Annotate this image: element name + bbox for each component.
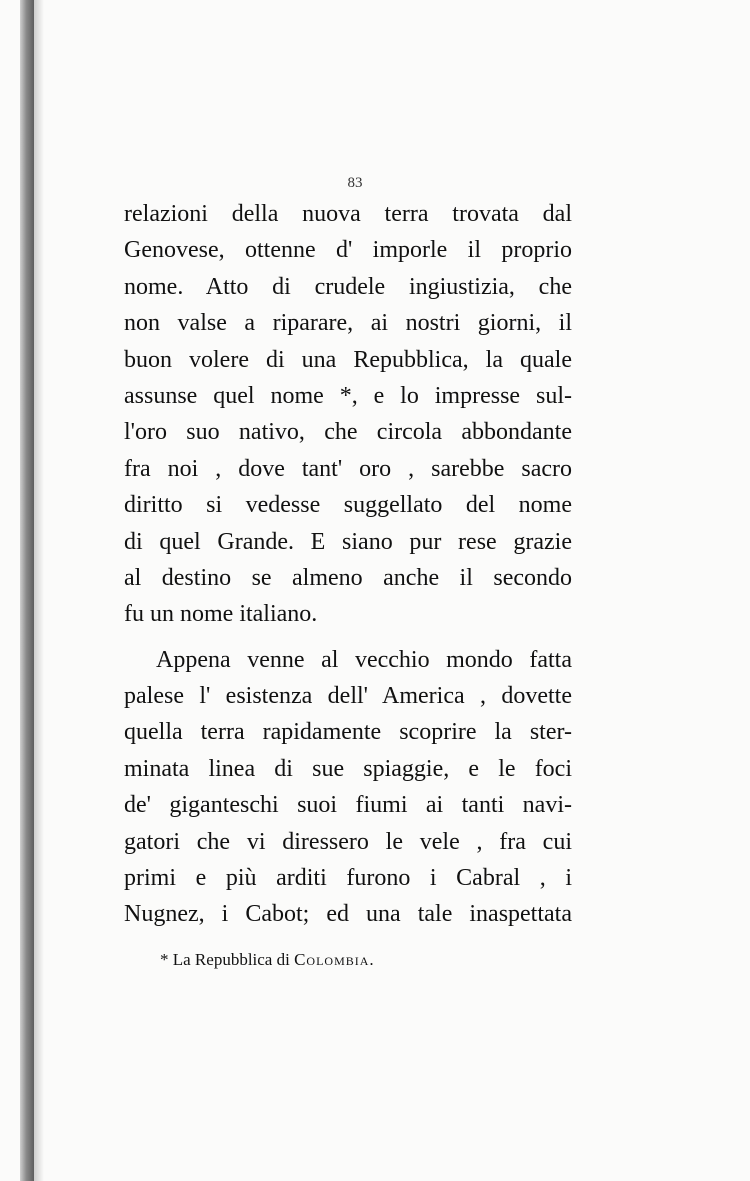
text-line: di quel Grande. E siano pur rese grazie bbox=[124, 528, 572, 555]
body-text bbox=[124, 196, 572, 933]
footnote-name: Colombia. bbox=[294, 950, 375, 969]
text-line: al destino se almeno anche il secondo bbox=[124, 564, 572, 591]
text-line: nome. Atto di crudele ingiustizia, che bbox=[124, 273, 572, 300]
text-line: assunse quel nome *, e lo impresse sul- bbox=[124, 382, 572, 409]
text-line: Nugnez, i Cabot; ed una tale inaspettata bbox=[124, 901, 572, 928]
page-binding-edge bbox=[20, 0, 34, 1181]
text-line: de' giganteschi suoi fiumi ai tanti navi- bbox=[124, 792, 572, 819]
binding-shadow bbox=[34, 0, 44, 1181]
text-line: palese l' esistenza dell' America , dovette bbox=[124, 683, 572, 710]
text-line: l'oro suo nativo, che circola abbondante bbox=[124, 419, 572, 446]
footnote-text: La Repubblica di bbox=[168, 950, 295, 969]
text-line: relazioni della nuova terra trovata dal bbox=[124, 201, 572, 227]
text-line: gatori che vi diressero le vele , fra cui bbox=[124, 828, 572, 855]
text-line: diritto si vedesse suggellato del nome bbox=[124, 492, 572, 519]
paragraph-1 bbox=[124, 196, 572, 633]
text-line: primi e più arditi furono i Cabral , i bbox=[124, 865, 572, 892]
page-number: 83 bbox=[347, 175, 363, 191]
text-line: buon volere di una Repubblica, la quale bbox=[124, 346, 572, 373]
paragraph-2 bbox=[124, 642, 572, 933]
footnote-marker: * bbox=[160, 950, 169, 969]
text-line: minata linea di sue spiaggie, e le foci bbox=[124, 755, 572, 782]
text-line: non valse a riparare, ai nostri giorni, il bbox=[124, 310, 572, 337]
text-line: quella terra rapidamente scoprire la ster- bbox=[124, 719, 572, 746]
text-line: Genovese, ottenne d' imporle il proprio bbox=[124, 237, 572, 264]
text-line: Appena venne al vecchio mondo fatta bbox=[156, 646, 572, 673]
text-line: fra noi , dove tant' oro , sarebbe sacro bbox=[124, 455, 572, 482]
text-line: fu un nome italiano. bbox=[124, 601, 318, 628]
footnote bbox=[160, 950, 375, 970]
